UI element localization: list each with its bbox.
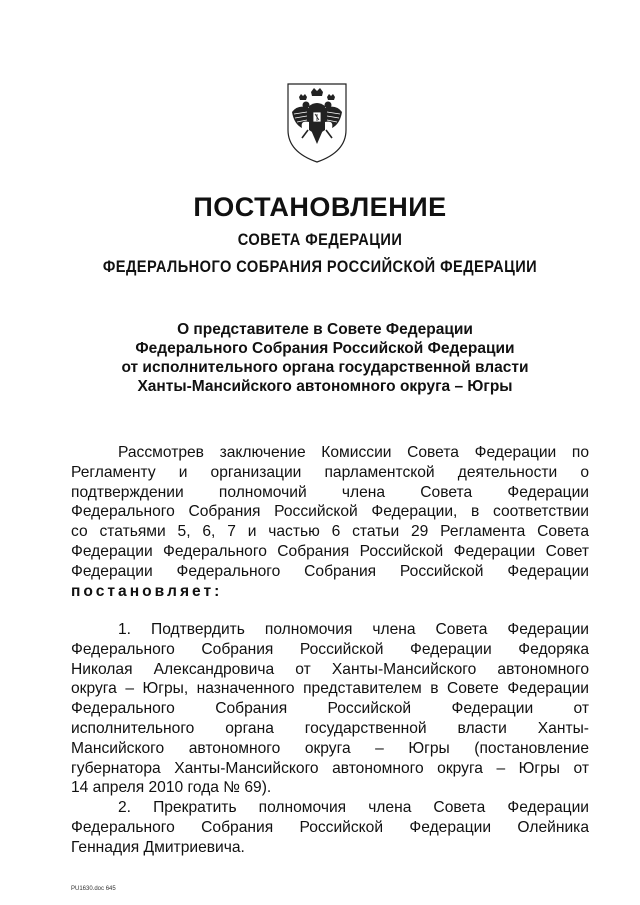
coat-of-arms-emblem [280,78,354,164]
file-reference: PU1630.doc 645 [71,886,116,892]
issuer-subtitle-line1: СОВЕТА ФЕДЕРАЦИИ [237,230,403,249]
resolution-items [71,620,589,858]
body-line: подтверждении полномочий члена Совета Федерации [71,483,589,501]
decree-word: постановляет: [71,582,223,600]
item1-line: 1. Подтвердить полномочия члена Совета Федерации [118,621,589,638]
double-headed-eagle-icon [280,78,354,164]
item1-line: исполнительного органа государственной власти Ханты- [71,719,589,737]
heading-line: Ханты-Мансийского автономного округа – Югры [137,378,513,395]
body-line: Рассмотрев заключение Комиссии Совета Федерации по [118,444,589,461]
body-line: со статьями 5, 6, 7 и частью 6 статьи 29 Регламента Совета [71,523,589,541]
item1-line: Федерального Собрания Российской Федерации Федоряка [71,640,589,658]
preamble-paragraph [71,443,589,601]
item1-line: 14 апреля 2010 года № 69). [71,779,272,797]
item2-line: 2. Прекратить полномочия члена Совета Федерации [118,799,589,817]
document-title: ПОСТАНОВЛЕНИЕ [193,192,447,222]
item1-line: Николая Александровича от Ханты-Мансийского автономного [71,660,589,678]
body-line: Федерального Собрания Российской Федерации, в соответствии [71,503,589,521]
item2-line: Геннадия Дмитриевича. [71,838,245,856]
item2-line: Федерального Собрания Российской Федерации Олейника [71,818,589,836]
item1-line: Мансийского автономного округа – Югры (постановление [71,739,589,757]
body-line: Федерации Федерального Собрания Российской Федерации [71,562,589,580]
body-line: Регламенту и организации парламентской деятельности о [71,463,589,481]
item1-line: округа – Югры, назначенного представителем в Совете Федерации [71,680,589,698]
heading-line: О представителе в Совете Федерации [177,321,473,338]
item1-line: губернатора Ханты-Мансийского автономного округа – Югры от [71,759,589,777]
body-line: Федерации Федерального Собрания Российской Федерации Совет [71,542,589,560]
issuer-subtitle-line2: ФЕДЕРАЛЬНОГО СОБРАНИЯ РОССИЙСКОЙ ФЕДЕРАЦИИ [102,257,538,276]
heading-line: от исполнительного органа государственной власти [121,359,529,376]
resolution-heading [70,320,580,396]
item1-line: Федерального Собрания Российской Федерации от [71,700,589,718]
heading-line: Федерального Собрания Российской Федерации [135,340,515,357]
